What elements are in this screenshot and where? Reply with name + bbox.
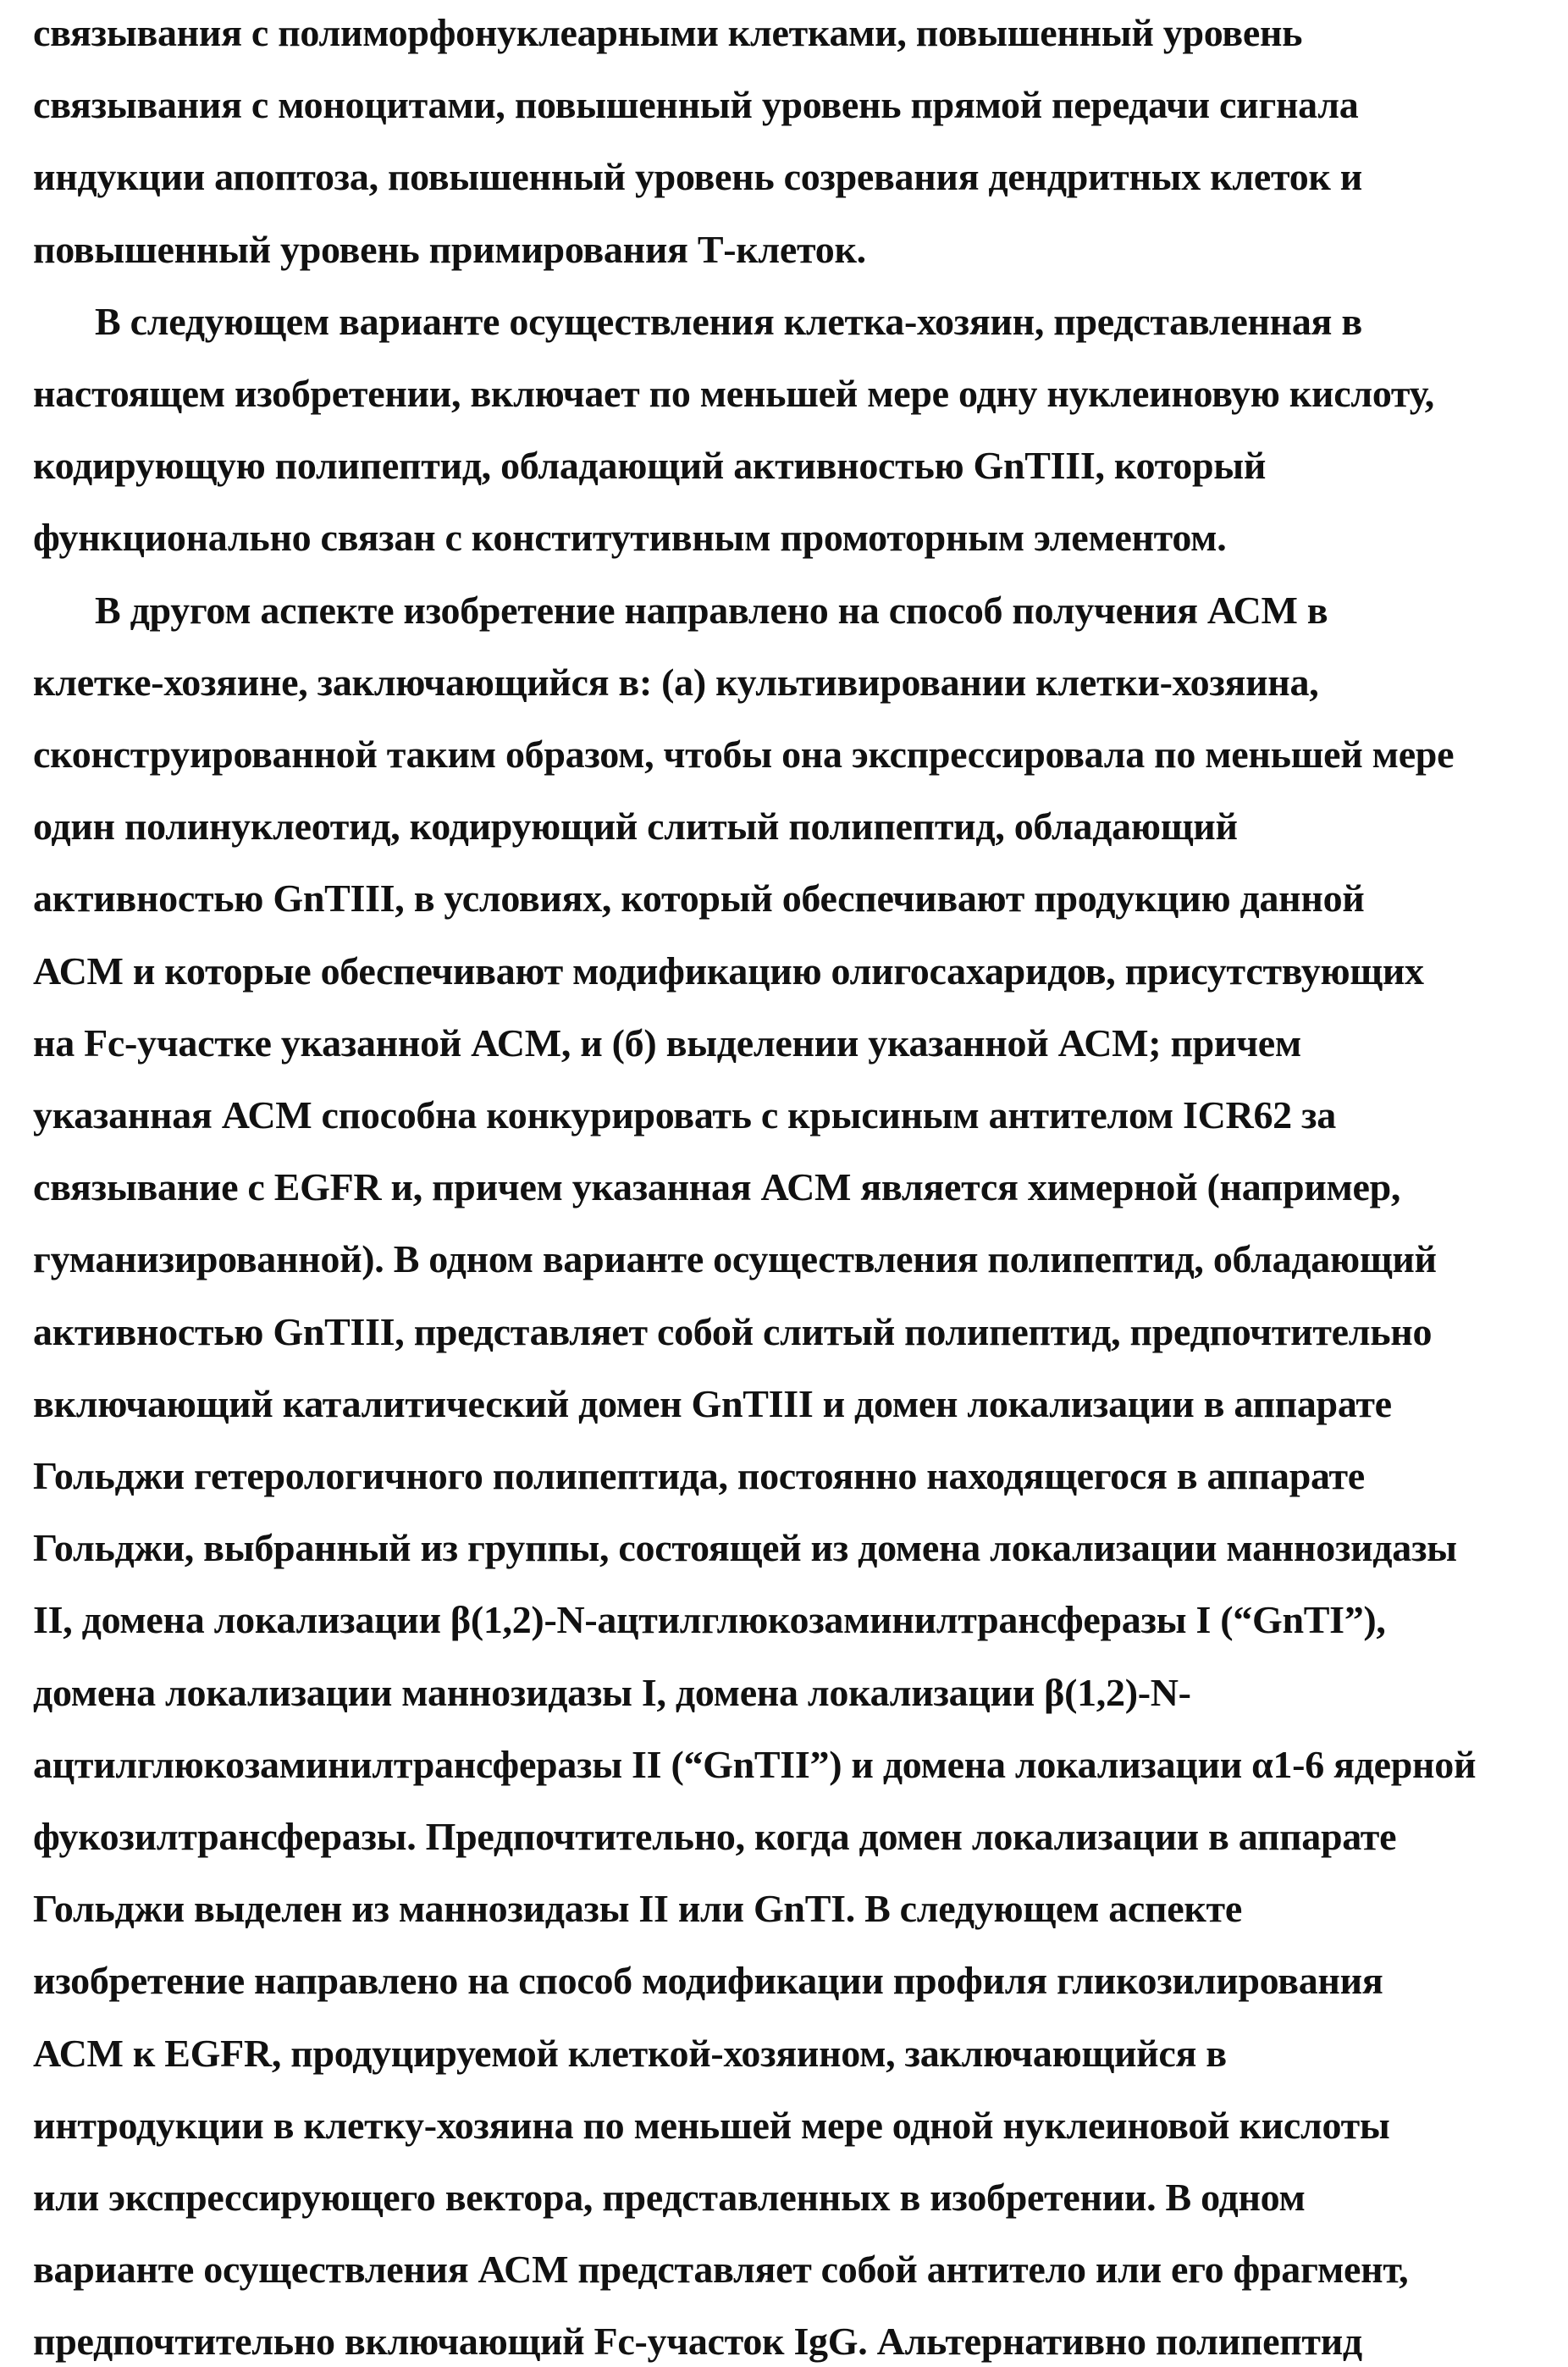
text-line: изобретение направлено на способ модификации профиля гликозилирования	[33, 1955, 1383, 2006]
text-line: фукозилтрансферазы. Предпочтительно, когда домен локализации в аппарате	[33, 1811, 1396, 1862]
text-line: клетке-хозяине, заключающийся в: (а) культивировании клетки-хозяина,	[33, 657, 1318, 708]
text-line: II, домена локализации β(1,2)-N-ацтилглюкозаминилтрансферазы I (“GnTI”),	[33, 1595, 1386, 1645]
text-line: связывания с моноцитами, повышенный уровень прямой передачи сигнала	[33, 80, 1358, 130]
text-line: связывания с полиморфонуклеарными клетками, повышенный уровень	[33, 8, 1302, 58]
text-line: домена локализации маннозидазы I, домена локализации β(1,2)-N-	[33, 1667, 1191, 1718]
text-line: активностью GnTIII, представляет собой слитый полипептид, предпочтительно	[33, 1307, 1432, 1358]
text-line: указанная АСМ способна конкурировать с крысиным антителом ICR62 за	[33, 1090, 1336, 1141]
text-line: связывание с EGFR и, причем указанная АСМ является химерной (например,	[33, 1162, 1400, 1213]
text-line: на Fc-участке указанной АСМ, и (б) выделении указанной АСМ; причем	[33, 1018, 1301, 1069]
text-line: функционально связан с конститутивным промоторным элементом.	[33, 512, 1226, 563]
text-line: один полинуклеотид, кодирующий слитый полипептид, обладающий	[33, 801, 1238, 852]
text-line: сконструированной таким образом, чтобы она экспрессировала по меньшей мере	[33, 729, 1454, 780]
text-line: Гольджи гетерологичного полипептида, постоянно находящегося в аппарате	[33, 1451, 1365, 1501]
text-line: АСМ и которые обеспечивают модификацию олигосахаридов, присутствующих	[33, 946, 1424, 997]
text-line: индукции апоптоза, повышенный уровень созревания дендритных клеток и	[33, 152, 1362, 202]
text-line: гуманизированной). В одном варианте осуществления полипептид, обладающий	[33, 1234, 1437, 1285]
text-line: варианте осуществления АСМ представляет собой антитело или его фрагмент,	[33, 2244, 1408, 2295]
text-line: АСМ к EGFR, продуцируемой клеткой-хозяином, заключающийся в	[33, 2028, 1227, 2079]
text-line: или экспрессирующего вектора, представленных в изобретении. В одном	[33, 2172, 1306, 2223]
text-line: Гольджи, выбранный из группы, состоящей из домена локализации маннозидазы	[33, 1523, 1457, 1573]
text-line: интродукции в клетку-хозяина по меньшей мере одной нуклеиновой кислоты	[33, 2100, 1389, 2151]
text-line: повышенный уровень примирования Т-клеток.	[33, 224, 866, 275]
text-line: настоящем изобретении, включает по меньшей мере одну нуклеиновую кислоту,	[33, 368, 1434, 419]
text-line: ацтилглюкозаминилтрансферазы II (“GnTII”) и домена локализации α1-6 ядерной	[33, 1739, 1476, 1790]
text-line: Гольджи выделен из маннозидазы II или GnTI. В следующем аспекте	[33, 1883, 1242, 1934]
text-line: предпочтительно включающий Fc-участок IgG. Альтернативно полипептид	[33, 2316, 1362, 2367]
document-page	[0, 0, 1568, 2354]
text-line: включающий каталитический домен GnTIII и домен локализации в аппарате	[33, 1379, 1392, 1430]
text-line: В другом аспекте изобретение направлено на способ получения АСМ в	[95, 585, 1328, 636]
text-line: В следующем варианте осуществления клетка-хозяин, представленная в	[95, 296, 1362, 347]
text-line: активностью GnTIII, в условиях, который обеспечивают продукцию данной	[33, 873, 1364, 924]
text-line: кодирующую полипептид, обладающий активностью GnTIII, который	[33, 440, 1266, 491]
